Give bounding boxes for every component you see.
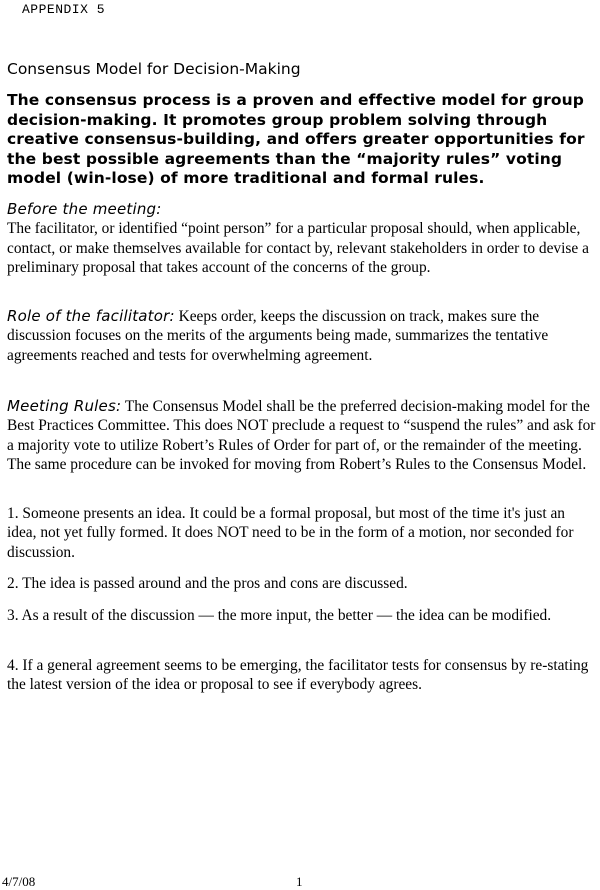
- role-section: [7, 307, 597, 365]
- meeting-rules-section: [7, 397, 597, 474]
- step-2: 2. The idea is passed around and the pros and cons are discussed.: [7, 575, 408, 592]
- footer-date: 4/7/08: [2, 874, 36, 889]
- role-heading: Role of the facilitator:: [7, 307, 175, 325]
- role-text: Keeps order, keeps the discussion on track, makes sure the discussion focuses on the merits of the arguments being made, summarizes the tentative agreements reached and tests for overwhelming agreement.: [7, 308, 549, 364]
- before-meeting-text: The facilitator, or identified “point person” for a particular proposal should, when applicable, contact, or make themselves available for contact by, relevant stakeholders in order to devise a preliminary proposal that takes account of the concerns of the group.: [7, 220, 589, 276]
- before-meeting-heading: Before the meeting:: [7, 200, 162, 218]
- document-title: Consensus Model for Decision-Making: [7, 60, 301, 78]
- step-3: 3. As a result of the discussion — the more input, the better — the idea can be modified.: [7, 607, 552, 624]
- meeting-rules-text: The Consensus Model shall be the preferred decision-making model for the Best Practices Committee. This does NOT preclude a request to “suspend the rules” and ask for a majority vote to utilize Robert’s Rules of Order for part of, or the remainder of the meeting. The same procedure can be invoked for moving from Robert’s Rules to the Consensus Model.: [7, 398, 596, 473]
- step-4: 4. If a general agreement seems to be emerging, the facilitator tests for consensus by re-stating the latest version of the idea or proposal to see if everybody agrees.: [7, 657, 589, 694]
- page-number: 1: [296, 874, 303, 889]
- before-meeting-section: [7, 200, 597, 277]
- step-1: 1. Someone presents an idea. It could be a formal proposal, but most of the time it's just an idea, not yet fully formed. It does NOT need to be in the form of a motion, nor seconded for discussion.: [7, 505, 574, 561]
- appendix-label: APPENDIX 5: [22, 2, 106, 17]
- intro-paragraph: The consensus process is a proven and effective model for group decision-making. It promotes group problem solving through creative consensus-building, and offers greater opportunities for the best possible agreements than the “majority rules” voting model (win-lose) of more traditional and formal rules.: [7, 91, 585, 187]
- meeting-rules-heading: Meeting Rules:: [7, 397, 122, 415]
